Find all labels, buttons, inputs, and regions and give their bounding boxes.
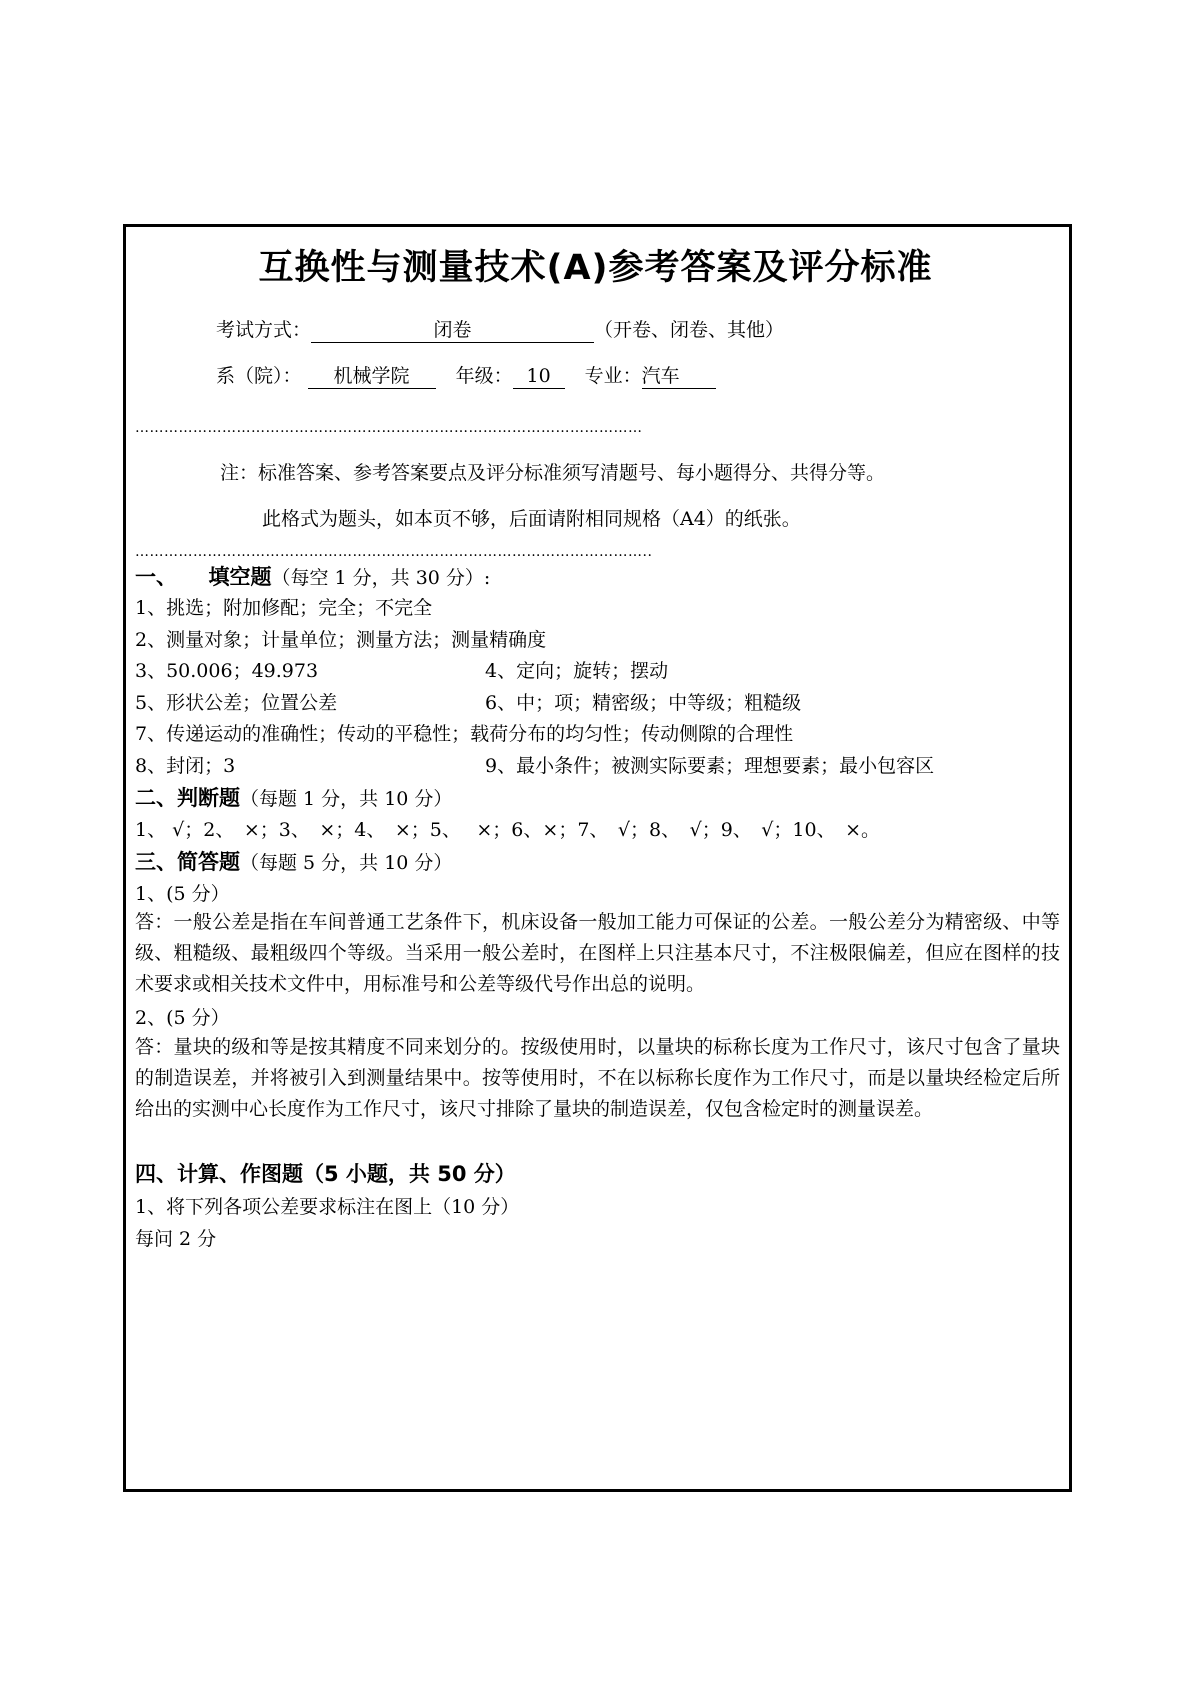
section-true-false-heading xyxy=(135,784,452,813)
grade-label: 年级： xyxy=(455,365,513,387)
answer-paragraph: 答：量块的级和等是按其精度不同来划分的。按级使用时，以量块的标称长度为工作尺寸，该尺寸包含了量块的制造误差，并将被引入到测量结果中。按等使用时，不在以标称长度作为工作尺寸，而是以量块经检定后所给出的实测中心长度作为工作尺寸，该尺寸排除了量块的制造误差，仅包含检定时的测量误差。 xyxy=(135,1036,1060,1120)
scoring-note: 每问 2 分 xyxy=(135,1228,217,1250)
true-false-answers: 1、 √；2、 ×；3、 ×；4、 ×；5、 ×；6、×；7、 √；8、 √；9、 √；10、 ×。 xyxy=(135,819,881,841)
section-title: 四、计算、作图题（5 小题，共 50 分） xyxy=(135,1162,516,1186)
list-item: 5、形状公差；位置公差 xyxy=(135,692,338,714)
question-label: 1、(5 分） xyxy=(135,883,230,905)
list-item: 8、封闭；3 xyxy=(135,755,236,777)
section-score: （每题 1 分，共 10 分） xyxy=(240,788,453,810)
major-label: 专业： xyxy=(584,365,642,387)
section-score: （每题 5 分，共 10 分） xyxy=(240,852,453,874)
answer-paragraph: 答：一般公差是指在车间普通工艺条件下，机床设备一般加工能力可保证的公差。一般公差分为精密级、中等级、粗糙级、最粗级四个等级。当采用一般公差时，在图样上只注基本尺寸，不注极限偏差，但应在图样的技术要求或相关技术文件中，用标准号和公差等级代号作出总的说明。 xyxy=(135,911,1060,995)
section-title: 三、简答题 xyxy=(135,850,240,874)
dept-label: 系（院）： xyxy=(216,365,302,387)
exam-mode-line xyxy=(216,317,784,343)
section-title: 一、 填空题 xyxy=(135,565,272,589)
dept-value: 机械学院 xyxy=(308,364,436,389)
question-label: 2、(5 分） xyxy=(135,1007,230,1029)
list-item: 2、测量对象；计量单位；测量方法；测量精确度 xyxy=(135,629,547,651)
exam-mode-options: （开卷、闭卷、其他） xyxy=(594,319,785,341)
list-item: 1、挑选；附加修配；完全；不完全 xyxy=(135,597,433,619)
question-label: 1、将下列各项公差要求标注在图上（10 分） xyxy=(135,1196,520,1218)
exam-mode-label: 考试方式： xyxy=(216,319,312,341)
section-short-answer-heading xyxy=(135,848,452,877)
major-value: 汽车 xyxy=(642,364,716,389)
grade-value: 10 xyxy=(513,364,565,389)
section-score: （每空 1 分，共 30 分）: xyxy=(271,567,491,589)
exam-mode-value: 闭卷 xyxy=(311,318,594,343)
note-line-1: 注：标准答案、参考答案要点及评分标准须写清题号、每小题得分、共得分等。 xyxy=(220,462,886,484)
list-item: 4、定向；旋转；摆动 xyxy=(485,660,669,682)
dotted-separator-bottom: …………………………………………………………………………………………….. xyxy=(135,545,653,559)
list-item: 3、50.006；49.973 xyxy=(135,660,319,682)
section-fill-in-blank-heading xyxy=(135,563,490,592)
department-line xyxy=(216,363,716,389)
section-title: 二、判断题 xyxy=(135,786,240,810)
list-item: 6、中；项；精密级；中等级；粗糙级 xyxy=(485,692,802,714)
list-item: 9、最小条件；被测实际要素；理想要素；最小包容区 xyxy=(485,755,935,777)
note-line-2: 此格式为题头，如本页不够，后面请附相同规格（A4）的纸张。 xyxy=(262,508,801,530)
list-item: 7、传递运动的准确性；传动的平稳性；载荷分布的均匀性；传动侧隙的合理性 xyxy=(135,723,794,745)
document-title: 互换性与测量技术(A)参考答案及评分标准 xyxy=(258,248,933,288)
section-calculation-heading xyxy=(135,1160,516,1189)
dotted-separator-top: …………………………………………………………………………………………… xyxy=(135,421,643,435)
